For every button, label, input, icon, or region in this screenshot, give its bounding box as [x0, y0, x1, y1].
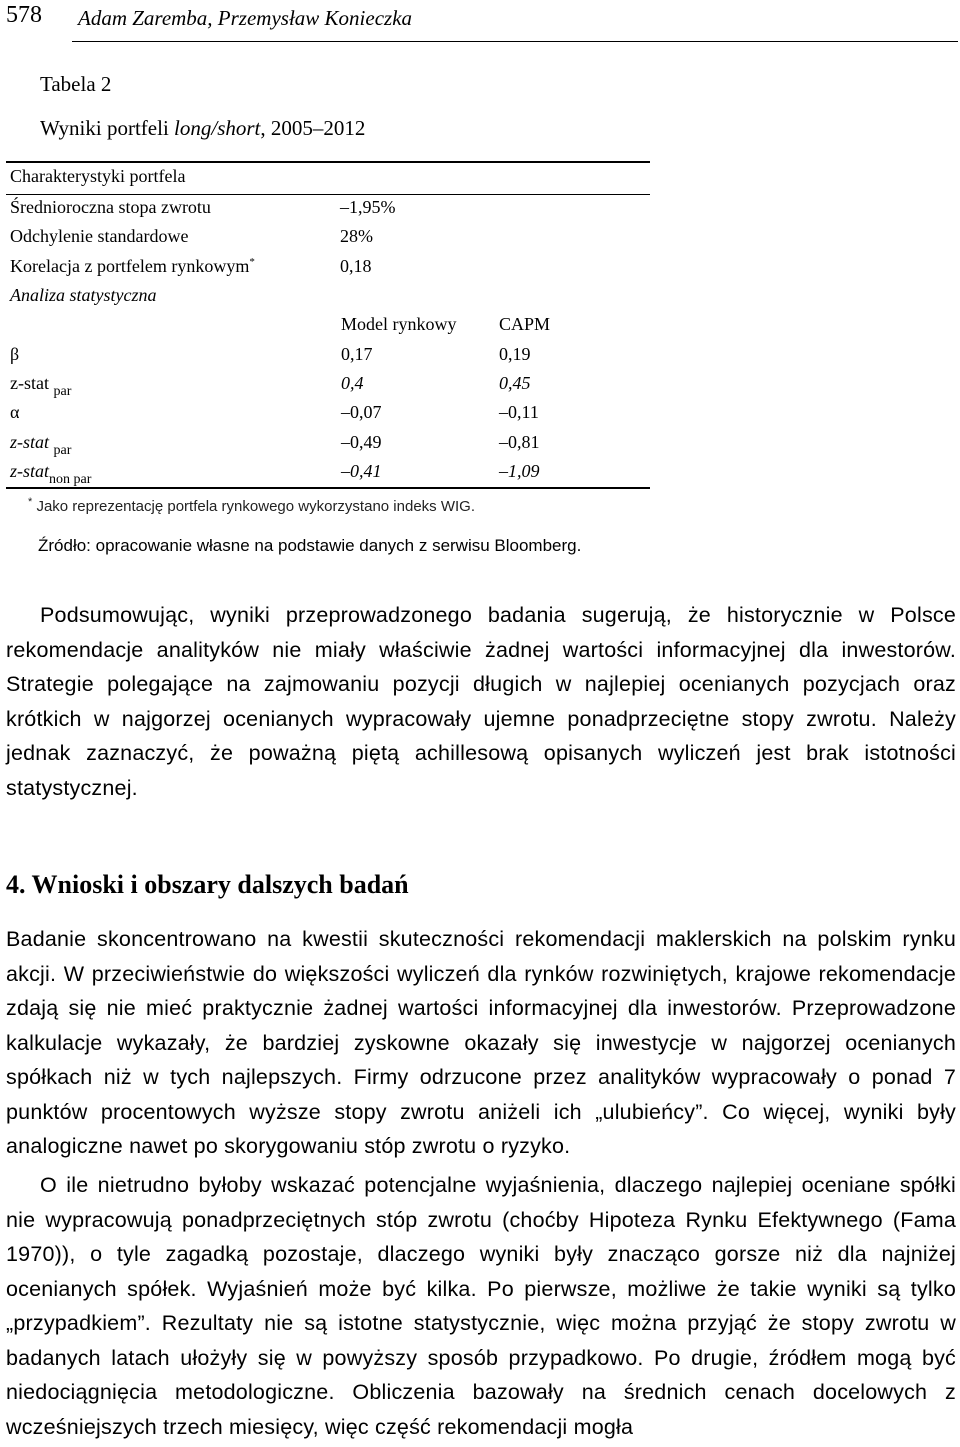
char-value-std-dev: 28%: [340, 226, 373, 246]
row-beta-label: β: [10, 344, 20, 364]
char-label-std-dev: Odchylenie standardowe: [10, 226, 189, 246]
table-header-rule: [6, 194, 650, 195]
row-zstat-alpha-market: –0,49: [341, 432, 382, 452]
analysis-header: Analiza statystyczna: [10, 285, 157, 305]
table-source: Źródło: opracowanie własne na podstawie danych z serwisu Bloomberg.: [38, 536, 582, 555]
row-zstat-nonpar-label: [10, 461, 91, 488]
row-alpha-market: –0,07: [341, 402, 382, 422]
row-alpha-label: α: [10, 402, 20, 422]
row-zstat-beta-label-sub: par: [53, 384, 72, 399]
table-top-rule: [6, 161, 650, 163]
row-zstat-beta-label: [10, 373, 71, 400]
row-zstat-nonpar-capm: –1,09: [499, 461, 540, 481]
table-label: Tabela 2: [40, 72, 112, 96]
paragraph-explanations: O ile nietrudno byłoby wskazać potencjalne wyjaśnienia, dlaczego najlepiej oceniane spółki nie wypracowują ponadprzeciętnych stóp zwrotu (choćby Hipoteza Rynku Efektywnego (Fama 1970)), o tyle zagadką pozostaje, dlaczego wyniki były znacząco gorsze niż dla najniżej ocenianych spółek. Wyjaśnień może być kilka. Po pierwsze, możliwe że takie wyniki są tylko „przypadkiem”. Rezultaty nie są istotne statystycznie, więc można przyjąć że stopy zwrotu w badanych latach ułożyły się w powyższy sposób przypadkowo. Po drugie, źródłem mogą być niedociągnięcia metodologiczne. Obliczenia bazowały na średnich cenach docelowych z wcześniejszych trzech miesięcy, więc część rekomendacji mogła: [6, 1173, 956, 1439]
table-caption-italic: long/short: [174, 116, 261, 140]
table-footnote-mark: *: [28, 496, 33, 508]
char-label-mean-return: Średnioroczna stopa zwrotu: [10, 197, 211, 217]
row-zstat-beta-label-text: z-stat: [10, 373, 49, 393]
col-header-capm: CAPM: [499, 314, 551, 334]
char-value-mean-return: –1,95%: [340, 197, 396, 217]
table-caption-prefix: Wyniki portfeli: [40, 116, 175, 140]
row-beta-market: 0,17: [341, 344, 373, 364]
table-footnote: [28, 496, 475, 515]
section-title: 4. Wnioski i obszary dalszych badań: [6, 870, 409, 899]
paragraph-summary: Podsumowując, wyniki przeprowadzonego badania sugerują, że historycznie w Polsce rekomendacje analityków nie miały właściwie żadnej wartości informacyjnej dla inwestorów. Strategie polegające na zajmowaniu pozycji długich w najlepiej ocenianych pozycjach oraz krótkich w najgorzej ocenianych wypracowały ujemne ponadprzeciętne stopy zwrotu. Należy jednak zaznaczyć, że poważną piętą achillesową opisanych wyliczeń jest brak istotności statystycznej.: [6, 603, 956, 800]
table-caption-suffix: , 2005–2012: [260, 116, 366, 140]
row-zstat-alpha-label: [10, 432, 71, 459]
row-zstat-alpha-label-text: z-stat: [10, 432, 50, 452]
char-value-correlation: 0,18: [340, 256, 372, 276]
page-number: 578: [6, 2, 42, 28]
row-zstat-nonpar-label-sub: non par: [49, 472, 92, 487]
running-header-authors: Adam Zaremba, Przemysław Konieczka: [78, 6, 413, 30]
table-footnote-text: Jako reprezentację portfela rynkowego wykorzystano indeks WIG.: [36, 498, 475, 515]
header-rule: [72, 41, 958, 42]
char-label-correlation-mark: *: [249, 256, 255, 268]
paragraph-conclusions: Badanie skoncentrowano na kwestii skuteczności rekomendacji maklerskich na polskim rynku akcji. W przeciwieństwie do większości wyliczeń dla rynków rozwiniętych, krajowe rekomendacje zdają się nie mieć praktycznie żadnej wartości informacyjnej dla inwestorów. Przeprowadzone kalkulacje wykazały, że bardziej zyskowne okazały się inwestycje w najgorzej ocenianych spółkach niż w tych najlepszych. Firmy odrzucone przez analityków wypracowały o ponad 7 punktów procentowych wyższe stopy zwrotu aniżeli ich „ulubieńcy”. Co więcej, wyniki były analogiczne nawet po skorygowaniu stóp zwrotu o ryzyko.: [6, 927, 956, 1158]
row-zstat-beta-capm: 0,45: [499, 373, 531, 393]
table-caption: [40, 116, 365, 141]
row-zstat-beta-market: 0,4: [341, 373, 364, 393]
row-zstat-alpha-capm: –0,81: [499, 432, 540, 452]
char-label-correlation: [10, 256, 255, 277]
table-bottom-rule: [6, 487, 650, 489]
row-zstat-nonpar-label-text: z-stat: [10, 461, 50, 481]
row-beta-capm: 0,19: [499, 344, 531, 364]
row-alpha-capm: –0,11: [499, 402, 539, 422]
char-label-correlation-text: Korelacja z portfelem rynkowym: [10, 256, 250, 276]
row-zstat-alpha-label-sub: par: [53, 443, 72, 458]
col-header-market-model: Model rynkowy: [341, 314, 457, 334]
characteristics-header: Charakterystyki portfela: [10, 166, 186, 186]
row-zstat-nonpar-market: –0,41: [341, 461, 382, 481]
